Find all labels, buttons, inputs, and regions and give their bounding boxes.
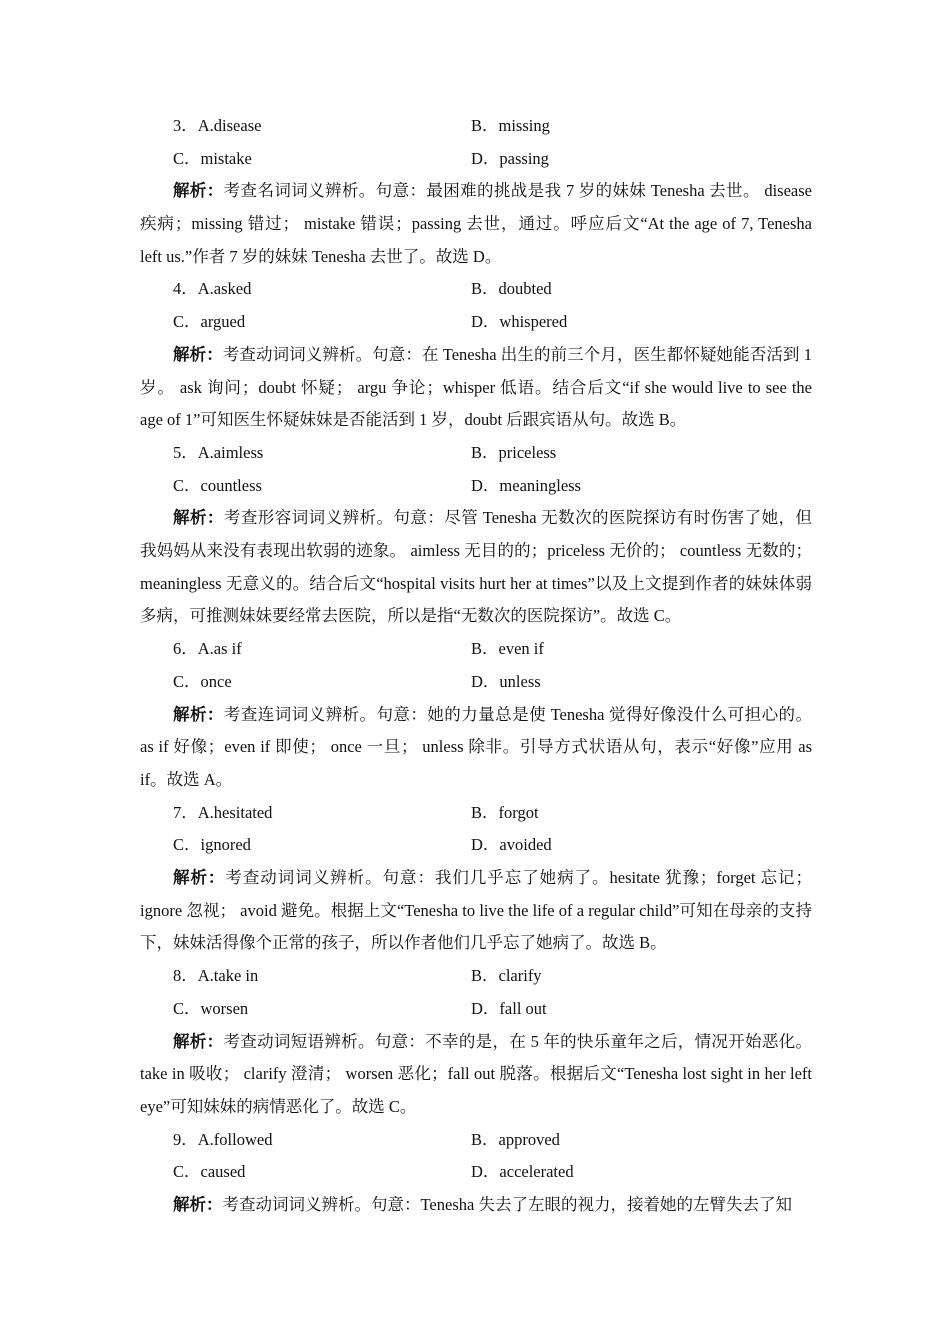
analysis-label: 解析： — [173, 1031, 224, 1051]
question-4 — [140, 273, 812, 436]
option-a: 3．A.disease — [173, 116, 262, 135]
analysis-paragraph — [140, 1026, 812, 1124]
analysis-paragraph — [140, 175, 812, 273]
option-a: 7．A.hesitated — [173, 802, 273, 822]
question-8 — [140, 960, 812, 1123]
option-d: D．avoided — [471, 835, 552, 855]
question-3 — [140, 110, 812, 273]
option-row — [140, 960, 812, 993]
option-d: D．unless — [471, 671, 541, 691]
analysis-text: 考查动词词义辨析。句意：在 Tenesha 出生的前三个月，医生都怀疑她能否活到 1 岁。 ask 询问；doubt 怀疑； argu 争论；whisper 低语。结合后文“if she would live to see the age of 1”可知医生怀疑妹妹是否能活到 1 岁，doubt 后跟宾语从句。故选 B。 — [140, 344, 812, 430]
option-d: D．accelerated — [471, 1162, 574, 1182]
option-row — [140, 143, 812, 176]
option-row — [140, 437, 812, 470]
option-c: C．countless — [173, 475, 262, 495]
analysis-text: 考查连词词义辨析。句意：她的力量总是使 Tenesha 觉得好像没什么可担心的。 as if 好像；even if 即使； once 一旦； unless 除非。引导方式状语从句，表示“好像”应用 as if。故选 A。 — [140, 704, 813, 789]
option-b: B．forgot — [471, 802, 539, 822]
option-d: D．passing — [471, 148, 549, 168]
option-b: B．missing — [471, 116, 550, 135]
option-a: 6．A.as if — [173, 639, 242, 659]
option-c: C．caused — [173, 1162, 246, 1182]
option-a: 4．A.asked — [173, 279, 252, 299]
option-row — [140, 273, 812, 306]
analysis-paragraph — [140, 862, 812, 960]
question-6 — [140, 633, 812, 796]
question-5 — [140, 437, 812, 633]
analysis-label: 解析： — [173, 1194, 223, 1214]
document-page — [140, 110, 812, 1222]
option-c: C．argued — [173, 312, 246, 332]
option-row — [140, 666, 812, 699]
option-row — [140, 306, 812, 339]
option-row — [140, 1156, 812, 1189]
analysis-paragraph — [140, 502, 812, 633]
option-row — [140, 470, 812, 503]
analysis-text: 考查动词词义辨析。句意：Tenesha 失去了左眼的视力，接着她的左臂失去了知 — [222, 1194, 792, 1214]
option-c: C．mistake — [173, 148, 252, 168]
option-b: B．even if — [471, 639, 544, 659]
option-row — [140, 110, 812, 143]
option-b: B．clarify — [471, 966, 542, 986]
analysis-label: 解析： — [173, 344, 223, 364]
analysis-paragraph — [140, 339, 812, 437]
option-c: C．ignored — [173, 835, 251, 855]
option-row — [140, 633, 812, 666]
option-b: B．priceless — [471, 442, 557, 462]
option-c: C．worsen — [173, 998, 249, 1018]
analysis-label: 解析： — [173, 181, 224, 201]
option-d: D．whispered — [471, 312, 568, 332]
analysis-text: 考查动词短语辨析。句意：不幸的是，在 5 年的快乐童年之后，情况开始恶化。 take in 吸收； clarify 澄清； worsen 恶化；fall out 脱落。根据后文“Tenesha lost sight in her left eye”可知妹妹的病情恶化了。故选 C。 — [140, 1031, 813, 1116]
option-c: C．once — [173, 671, 232, 691]
option-a: 5．A.aimless — [173, 442, 264, 462]
option-d: D．meaningless — [471, 475, 581, 495]
question-9 — [140, 1124, 812, 1222]
option-a: 9．A.followed — [173, 1129, 273, 1149]
analysis-text: 考查形容词词义辨析。句意：尽管 Tenesha 无数次的医院探访有时伤害了她，但我妈妈从来没有表现出软弱的迹象。 aimless 无目的的；priceless 无价的； countless 无数的；meaningless 无意义的。结合后文“hospital visits hurt her at times”以及上文提到作者的妹妹体弱多病，可推测妹妹要经常去医院，所以是指“无数次的医院探访”。故选 C。 — [140, 508, 813, 626]
analysis-text: 考查动词词义辨析。句意：我们几乎忘了她病了。hesitate 犹豫；forget 忘记； ignore 忽视； avoid 避免。根据上文“Tenesha to live the life of a regular child”可知在母亲的支持下，妹妹活得像个正常的孩子，所以作者他们几乎忘了她病了。故选 B。 — [140, 868, 813, 953]
analysis-label: 解析： — [173, 508, 224, 528]
option-row — [140, 1124, 812, 1157]
analysis-label: 解析： — [173, 704, 224, 724]
option-a: 8．A.take in — [173, 966, 259, 986]
analysis-text: 考查名词词义辨析。句意：最困难的挑战是我 7 岁的妹妹 Tenesha 去世。 disease 疾病；missing 错过； mistake 错误；passing 去世，通过。呼应后文“At the age of 7, Tenesha left us.”作者 7 岁的妹妹 Tenesha 去世了。故选 D。 — [140, 181, 812, 266]
option-d: D．fall out — [471, 998, 547, 1018]
question-7 — [140, 797, 812, 960]
option-row — [140, 829, 812, 862]
analysis-label: 解析： — [173, 868, 226, 888]
analysis-paragraph — [140, 699, 812, 797]
option-row — [140, 797, 812, 830]
option-b: B．doubted — [471, 279, 552, 299]
analysis-paragraph — [140, 1189, 812, 1222]
option-b: B．approved — [471, 1129, 560, 1149]
option-row — [140, 993, 812, 1026]
